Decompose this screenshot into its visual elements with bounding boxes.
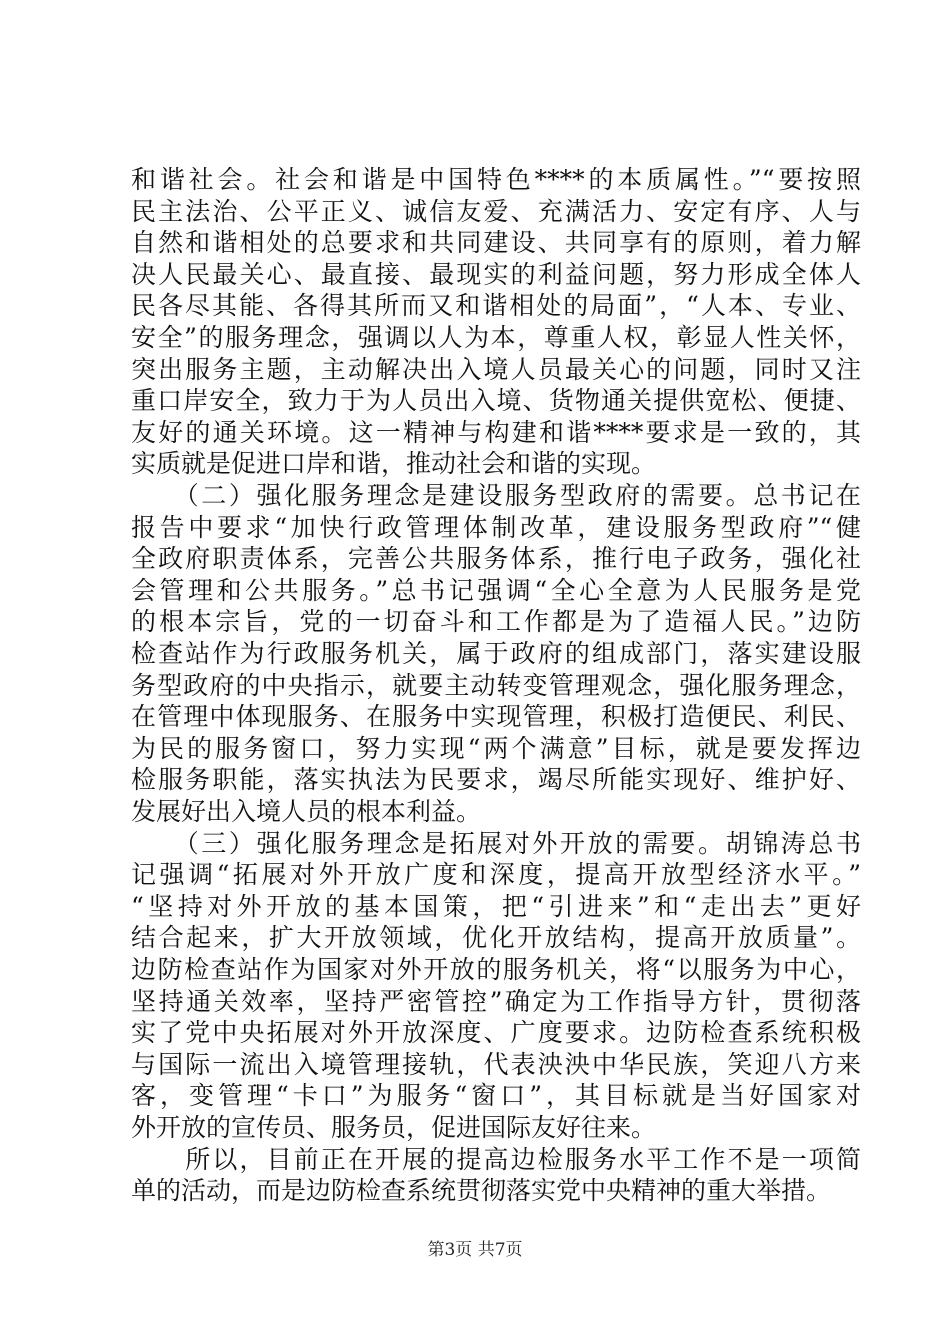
- body-text-line: 检服务职能，落实执法为民要求，竭尽所能实现好、维护好、: [131, 765, 861, 795]
- page-footer: 第3页 共7页: [427, 1240, 523, 1260]
- body-text-line: 客，变管理“卡口”为服务“窗口”，其目标就是当好国家对: [131, 1081, 861, 1111]
- body-text-line: 自然和谐相处的总要求和共同建设、共同享有的原则，着力解: [131, 228, 861, 258]
- body-text-line: 报告中要求“加快行政管理体制改革，建设服务型政府”“健: [131, 512, 861, 542]
- body-text-line: 会管理和公共服务。”总书记强调“全心全意为人民服务是党: [131, 575, 861, 605]
- body-text-line: 重口岸安全，致力于为人员出入境、货物通关提供宽松、便捷、: [131, 386, 861, 416]
- body-text-line: 安全”的服务理念，强调以人为本，尊重人权，彰显人性关怀，: [131, 323, 861, 352]
- body-text-line: 坚持通关效率，坚持严密管控”确定为工作指导方针，贯彻落: [131, 986, 861, 1016]
- body-text-line: 为民的服务窗口，努力实现“两个满意”目标，就是要发挥边: [131, 733, 861, 763]
- body-text-line: 单的活动，而是边防检查系统贯彻落实党中央精神的重大举措。: [131, 1176, 832, 1206]
- body-text-line: “坚持对外开放的基本国策，把“引进来”和“走出去”更好: [131, 891, 861, 921]
- body-text-line: （二）强化服务理念是建设服务型政府的需要。总书记在: [131, 481, 861, 510]
- body-text-line: 边防检查站作为国家对外开放的服务机关，将“以服务为中心，: [131, 955, 861, 984]
- body-text-line: 民主法治、公平正义、诚信友爱、充满活力、安定有序、人与: [131, 196, 861, 226]
- body-text-line: 友好的通关环境。这一精神与构建和谐****要求是一致的，其: [131, 417, 861, 447]
- body-text-line: 实了党中央拓展对外开放深度、广度要求。边防检查系统积极: [131, 1018, 861, 1048]
- body-text-line: 决人民最关心、最直接、最现实的利益问题，努力形成全体人: [131, 259, 861, 289]
- body-text-line: 发展好出入境人员的根本利益。: [131, 797, 482, 826]
- body-text-line: 结合起来，扩大开放领域，优化开放结构，提高开放质量”。: [131, 923, 861, 953]
- body-text-line: 记强调“拓展对外开放广度和深度，提高开放型经济水平。”: [131, 860, 861, 890]
- body-text-line: 在管理中体现服务、在服务中实现管理，积极打造便民、利民、: [131, 702, 861, 732]
- body-text-line: 全政府职责体系，完善公共服务体系，推行电子政务，强化社: [131, 544, 861, 574]
- body-text-line: 与国际一流出入境管理接轨，代表泱泱中华民族，笑迎八方来: [131, 1049, 861, 1079]
- body-text-line: 民各尽其能、各得其所而又和谐相处的局面”，“人本、专业、: [131, 291, 861, 321]
- body-text-line: 和谐社会。社会和谐是中国特色****的本质属性。”“要按照: [131, 165, 861, 194]
- body-text-line: 的根本宗旨，党的一切奋斗和工作都是为了造福人民。”边防: [131, 607, 861, 637]
- body-text-line: 所以，目前正在开展的提高边检服务水平工作不是一项简: [131, 1144, 861, 1174]
- body-text-line: 外开放的宣传员、服务员，促进国际友好往来。: [131, 1113, 657, 1142]
- body-text-line: 实质就是促进口岸和谐，推动社会和谐的实现。: [131, 449, 657, 479]
- body-text-line: 检查站作为行政服务机关，属于政府的组成部门，落实建设服: [131, 639, 861, 668]
- body-text-line: 务型政府的中央指示，就要主动转变管理观念，强化服务理念，: [131, 670, 861, 700]
- body-text-line: 突出服务主题，主动解决出入境人员最关心的问题，同时又注: [131, 354, 861, 384]
- body-text-line: （三）强化服务理念是拓展对外开放的需要。胡锦涛总书: [131, 828, 861, 858]
